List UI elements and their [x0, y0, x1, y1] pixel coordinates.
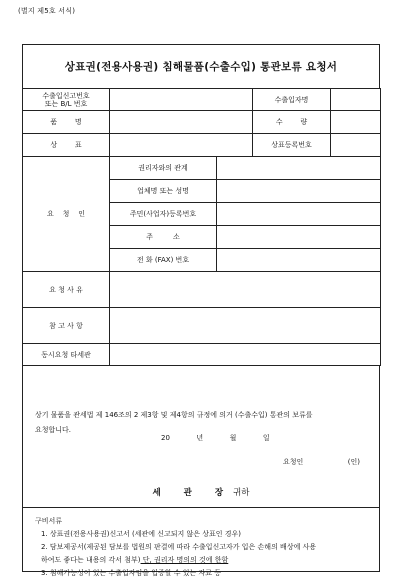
reason-label: 요 청 사 유 [23, 272, 110, 308]
other-customs-field[interactable] [110, 344, 381, 366]
statement-line-1: 상기 물품을 관세법 제 146조의 2 제3항 및 제4항의 규정에 의거 (수출수입) 통관의 보류를 [35, 411, 313, 419]
importer-name-label: 수출입자명 [253, 89, 331, 111]
attachment-item-3: 3. 침해가능성이 있는 수출입자임을 입증할 수 있는 자료 등 [41, 569, 222, 577]
attachment-item-2b-text: 하여도 좋다는 내용의 각서 첨부) [41, 556, 141, 564]
year-label: 년 [196, 434, 204, 442]
day-label: 일 [262, 434, 270, 442]
statement-line-2: 요청합니다. [35, 426, 72, 434]
declaration-no-field[interactable] [110, 89, 253, 111]
declaration-no-label: 수출입신고번호 또는 B/L 번호 [23, 89, 110, 111]
trademark-reg-no-field[interactable] [331, 134, 381, 157]
attachments [35, 515, 371, 580]
trademark-reg-no-label: 상표등록번호 [253, 134, 331, 157]
addressee-suffix: 귀하 [233, 488, 250, 498]
customs-chief: 세 관 장 [152, 488, 234, 498]
quantity-field[interactable] [331, 111, 381, 134]
section-divider [23, 507, 379, 508]
applicant-signature-label: 요청인 [283, 458, 304, 466]
phone-label: 전 화 (FAX) 번호 [110, 249, 217, 272]
date-line [161, 433, 270, 443]
reference-field[interactable] [110, 308, 381, 344]
attachment-item-2b-note: 단, 권리자 명의의 것에 한함 [140, 556, 229, 564]
year-prefix: 20 [161, 434, 170, 442]
form-title: 상표권(전용사용권) 침해물품(수출수입) 통관보류 요청서 [64, 61, 338, 73]
trademark-field[interactable] [110, 134, 253, 157]
quantity-label: 수 량 [253, 111, 331, 134]
form-table [22, 88, 381, 366]
applicant-label: 요 청 인 [23, 157, 110, 272]
attachment-item-2b [35, 554, 371, 567]
attachment-item-2a: 2. 담보제공서(제공된 담보를 법원의 판결에 따라 수출입신고자가 입은 손해의 배상에 사용 [41, 543, 317, 551]
form-number: (별지 제5호 서식) [18, 7, 76, 15]
importer-name-field[interactable] [331, 89, 381, 111]
attachments-heading: 구비서류 [35, 517, 63, 525]
address-field[interactable] [217, 226, 381, 249]
attachment-item-1: 1. 상표권(전용사용권)신고서 (세관에 신고되지 않은 상표인 경우) [41, 530, 242, 538]
relation-label: 권리자와의 관계 [110, 157, 217, 180]
address-label: 주 소 [110, 226, 217, 249]
phone-field[interactable] [217, 249, 381, 272]
id-number-label: 주민(사업자)등록번호 [110, 203, 217, 226]
business-name-field[interactable] [217, 180, 381, 203]
business-name-label: 업체명 또는 성명 [110, 180, 217, 203]
trademark-label: 상 표 [23, 134, 110, 157]
other-customs-label: 동시요청 타세관 [23, 344, 110, 366]
reason-field[interactable] [110, 272, 381, 308]
item-name-field[interactable] [110, 111, 253, 134]
reference-label: 참 고 사 항 [23, 308, 110, 344]
addressee [23, 486, 379, 498]
item-name-label: 품 명 [23, 111, 110, 134]
month-label: 월 [229, 434, 237, 442]
id-number-field[interactable] [217, 203, 381, 226]
request-form [22, 44, 380, 577]
seal-mark: (인) [347, 458, 360, 466]
applicant-signature [283, 457, 360, 467]
relation-field[interactable] [217, 157, 381, 180]
